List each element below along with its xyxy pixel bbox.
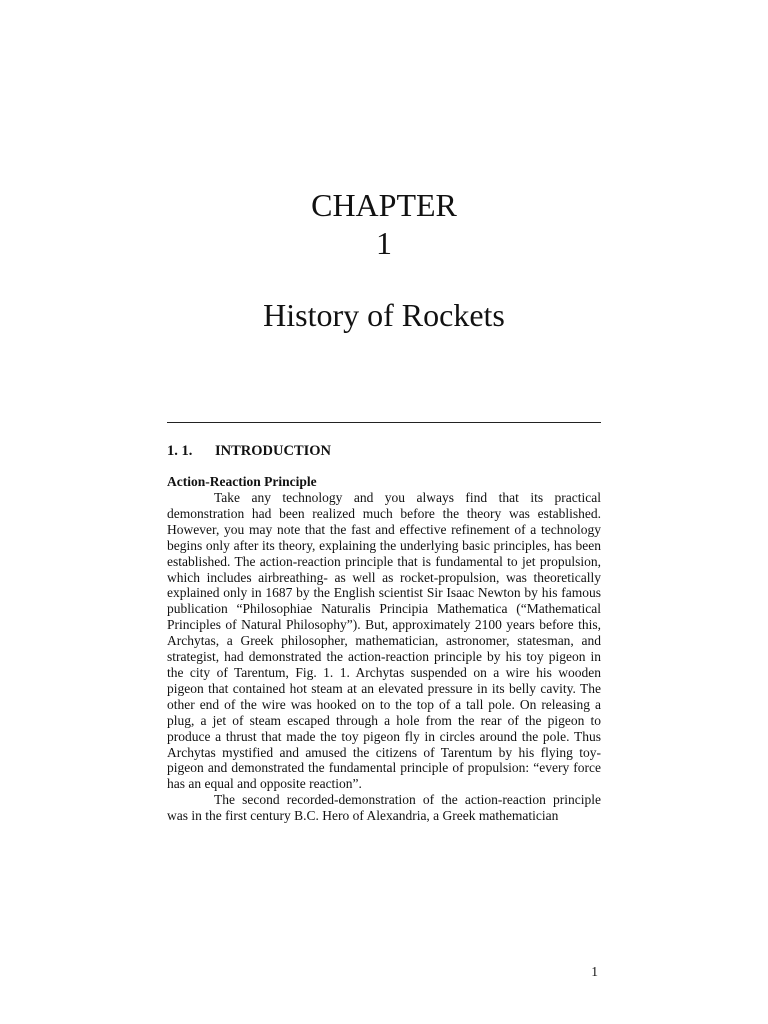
page-number: 1 [591,964,598,979]
chapter-title: History of Rockets [263,297,505,333]
subsection-heading: Action-Reaction Principle [167,474,317,489]
paragraph: The second recorded-demonstration of the action-reaction principle was in the first century B.C. Hero of Alexandria, a Greek mathematician [167,792,601,824]
section-number: 1. 1. [167,443,193,459]
paragraph: Take any technology and you always find that its practical demonstration had been realized much before the theory was established. However, you may note that the fast and effective refinement of a technology begins only after its theory, explaining the underlying basic principles, has been established. The action-reaction principle that is fundamental to jet propulsion, which includes airbreathing- as well as rocket-propulsion, was theoretically explained only in 1687 by the English scientist Sir Isaac Newton by his famous publication “Philosophiae Naturalis Principia Mathematica (“Mathematical Principles of Natural Philosophy”). But, approximately 2100 years before this, Archytas, a Greek philosopher, mathematician, astronomer, statesman, and strategist, had demonstrated the action-reaction principle by his toy pigeon in the city of Tarentum, Fig. 1. 1. Archytas suspended on a wire his wooden pigeon that contained hot steam at an elevated pressure in its belly cavity. The other end of the wire was hooked on to the top of a tall pole. On releasing a plug, a jet of steam escaped through a hole from the rear of the pigeon to produce a thrust that made the toy pigeon fly in circles around the pole. Thus Archytas mystified and amused the citizens of Tarentum by his flying toy-pigeon and demonstrated the fundamental principle of propulsion: “every force has an equal and opposite reaction”. [167,490,601,792]
chapter-number: 1 [376,225,392,261]
chapter-label: CHAPTER [311,187,457,223]
body-text [167,490,601,824]
horizontal-rule [167,422,601,423]
section-title: INTRODUCTION [215,443,332,459]
section-heading [167,441,601,461]
